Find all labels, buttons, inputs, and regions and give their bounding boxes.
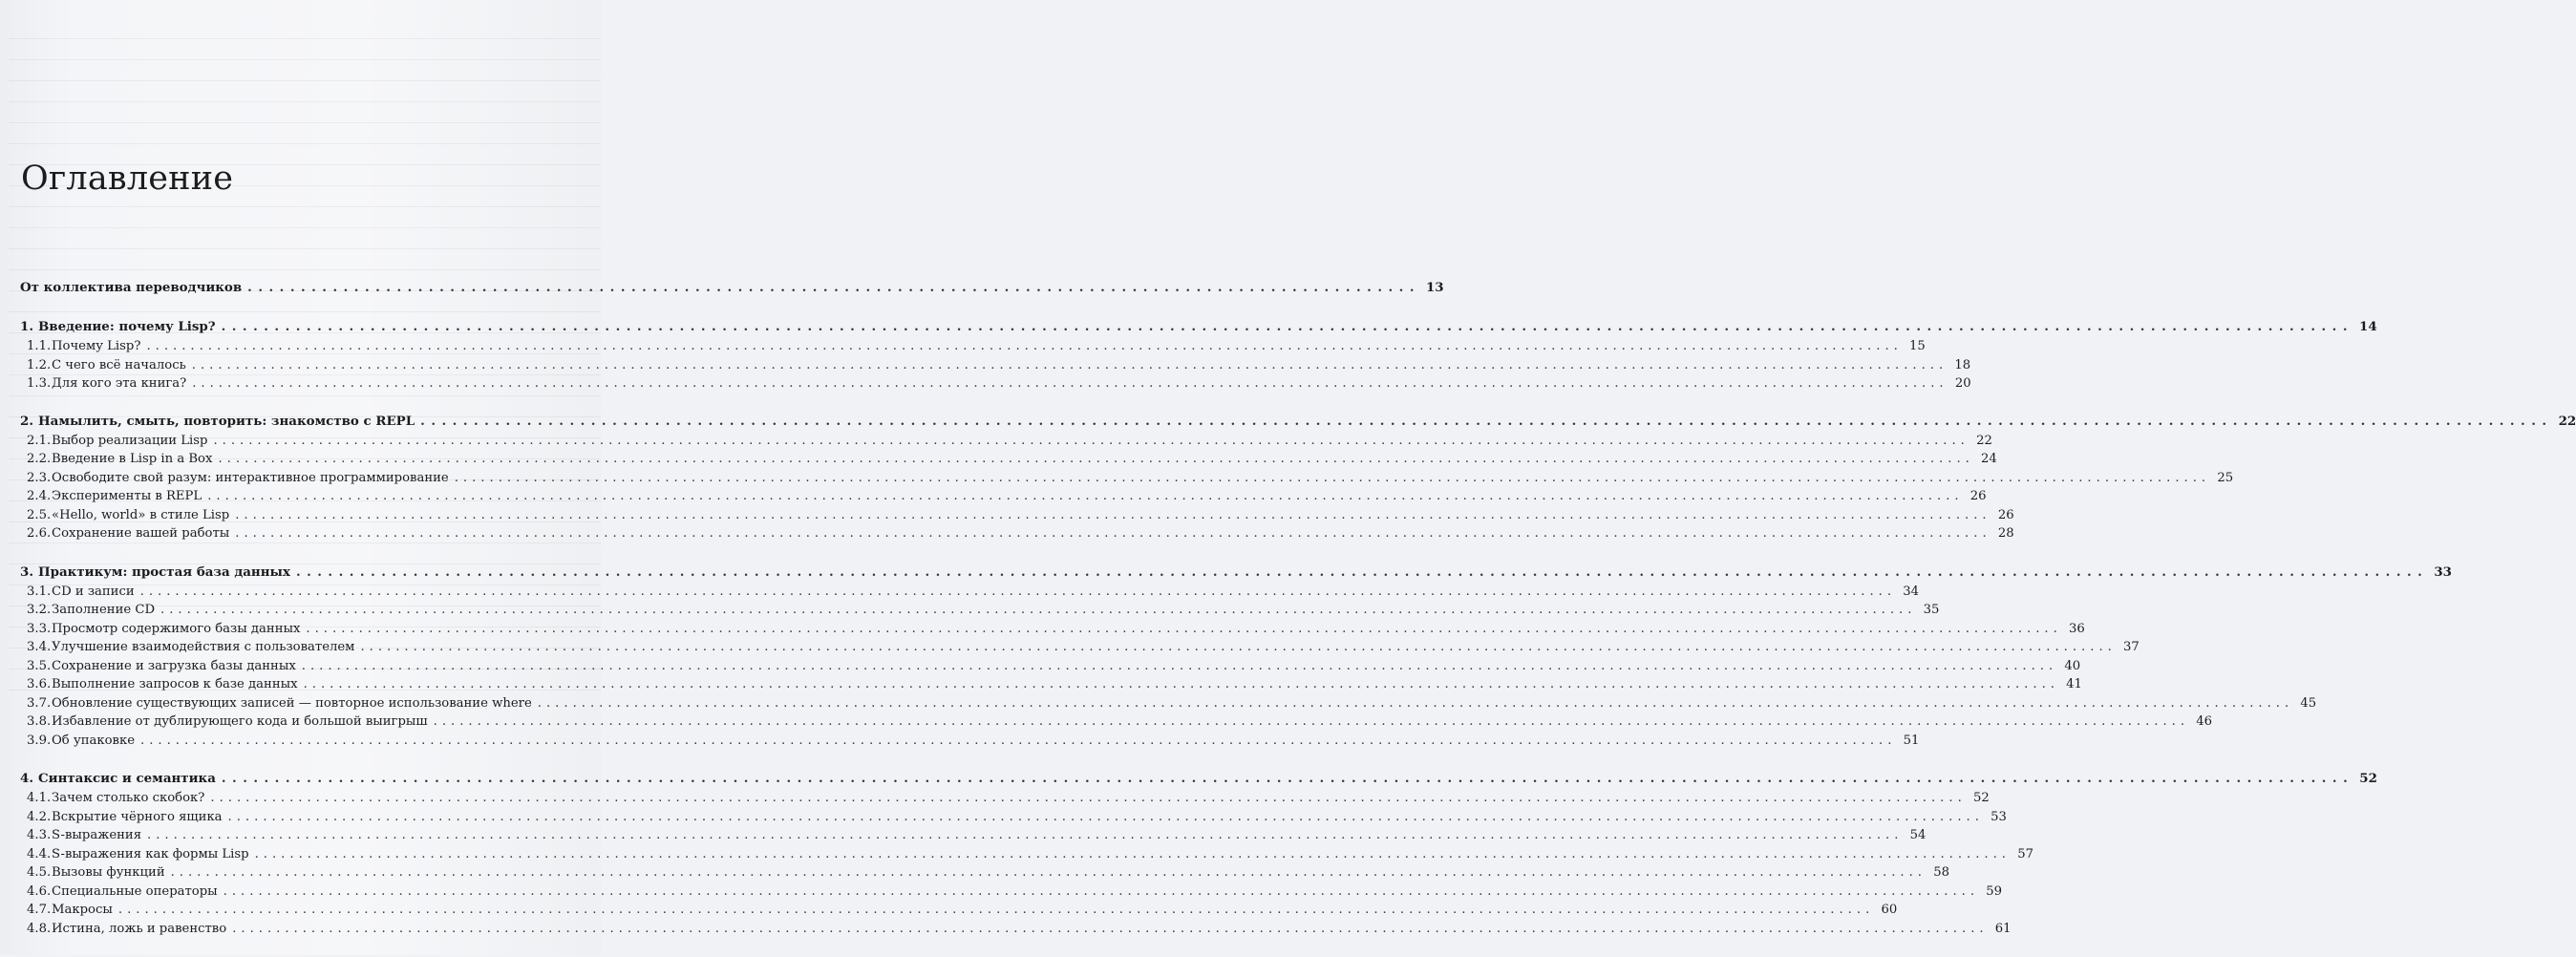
section-entry-page: 59 [1986, 883, 2003, 899]
section-entry-title: Эксперименты в REPL [52, 489, 202, 503]
section-entry-page: 51 [1903, 733, 1920, 748]
section-entry[interactable] [20, 374, 1971, 393]
dot-leader: ........................................................................................................................................................................................................ [210, 791, 1967, 805]
section-entry-number: 4.6. [27, 883, 52, 899]
section-entry-number: 1.3. [27, 376, 52, 391]
section-entry-title: Избавление от дублирующего кода и большой выигрыш [52, 714, 428, 729]
section-entry-page: 58 [1933, 865, 1949, 880]
section-entry-page: 25 [2217, 470, 2234, 485]
section-entry-title: Улучшение взаимодействия с пользователем [52, 640, 355, 654]
chapter-entry-number: 3. [20, 564, 33, 580]
section-entry-number: 3.2. [27, 603, 52, 617]
section-entry[interactable] [20, 789, 1990, 808]
chapter-entry-page: 52 [2359, 771, 2377, 786]
section-entry-title: Освободите свой разум: интерактивное программирование [52, 470, 449, 485]
section-entry-page: 34 [1903, 584, 1920, 599]
section-entry-title: Сохранение вашей работы [52, 526, 230, 541]
section-entry[interactable] [20, 826, 1927, 845]
section-entry-page: 24 [1981, 452, 1997, 466]
toc-preface [20, 278, 1444, 298]
section-entry-number: 3.1. [27, 584, 52, 599]
dot-leader: ........................................................................................................................................................................................................ [213, 433, 1969, 448]
dot-leader: ........................................................................................................................................................................................................ [140, 733, 1897, 748]
section-entry-page: 40 [2064, 658, 2081, 673]
section-entry-title: Выполнение запросов к базе данных [52, 677, 298, 691]
chapter-entry-title: Введение: почему Lisp? [37, 319, 216, 334]
chapter-entry-page: 14 [2359, 319, 2377, 334]
dot-leader: ........................................................................................................................................................................................................ [537, 695, 2294, 711]
section-entry-number: 4.7. [27, 903, 52, 917]
section-entry[interactable] [20, 808, 2007, 827]
dot-leader: ........................................................................................................................................................................................................ [207, 489, 1964, 503]
section-entry-number: 4.2. [27, 809, 52, 824]
section-entry-number: 4.8. [27, 921, 52, 936]
section-entry-title: Истина, ложь и равенство [52, 921, 227, 936]
section-entry-title: Заполнение CD [52, 603, 156, 617]
section-entry[interactable] [20, 675, 2082, 694]
section-entry-title: Для кого эта книга? [52, 376, 187, 391]
section-entry-page: 20 [1954, 376, 1971, 391]
section-entry[interactable] [20, 732, 1920, 751]
section-entry-number: 2.2. [27, 452, 52, 466]
section-entry[interactable] [20, 901, 1898, 920]
section-entry-number: 3.3. [27, 621, 52, 636]
toc-chapter [20, 412, 2576, 543]
section-entry-title: Зачем столько скобок? [52, 791, 205, 805]
page-title: Оглавление [21, 160, 234, 198]
dot-leader: ........................................................................................................................................................................................................ [221, 319, 2353, 334]
section-entry-page: 28 [1997, 526, 2014, 541]
section-entry[interactable] [20, 524, 2014, 543]
dot-leader: ........................................................................................................................................................................................................ [303, 677, 2059, 691]
table-of-contents [20, 278, 2576, 957]
chapter-entry-title: Намылить, смыть, повторить: знакомство с REPL [37, 413, 415, 429]
section-entry-number: 3.7. [27, 695, 52, 711]
section-entry-page: 52 [1972, 791, 1990, 805]
section-entry-number: 1.1. [27, 339, 52, 353]
dot-leader: ........................................................................................................................................................................................................ [254, 846, 2011, 861]
section-entry-title: Специальные операторы [52, 883, 218, 899]
section-entry-page: 46 [2196, 714, 2213, 729]
section-entry-title: Выбор реализации Lisp [52, 433, 208, 448]
section-entry-number: 4.3. [27, 828, 52, 842]
section-entry-page: 60 [1881, 903, 1898, 917]
section-entry[interactable] [20, 506, 2014, 525]
section-entry-page: 41 [2066, 677, 2082, 691]
dot-leader: ........................................................................................................................................................................................................ [454, 470, 2211, 485]
section-entry-title: Макросы [52, 903, 113, 917]
section-entry-title: Просмотр содержимого базы данных [52, 621, 301, 636]
dot-leader: ........................................................................................................................................................................................................ [192, 376, 1948, 391]
section-entry-page: 22 [1976, 433, 1992, 448]
section-entry-number: 3.6. [27, 677, 52, 691]
chapter-entry-number: 1. [20, 319, 33, 334]
section-entry-number: 4.4. [27, 846, 52, 861]
chapter-entry-page: 33 [2434, 564, 2452, 580]
section-entry-number: 3.5. [27, 658, 52, 673]
section-entry-number: 4.5. [27, 865, 52, 880]
section-entry[interactable] [20, 620, 2085, 639]
chapter-entry[interactable] [20, 769, 2377, 789]
section-entry-page: 15 [1909, 339, 1926, 353]
section-entry-page: 61 [1994, 921, 2012, 936]
section-entry-title: Об упаковке [52, 733, 136, 748]
section-entry[interactable] [20, 657, 2081, 676]
section-entry[interactable] [20, 694, 2317, 713]
section-entry-title: Вскрытие чёрного ящика [52, 809, 223, 824]
dot-leader: ........................................................................................................................................................................................................ [306, 621, 2062, 636]
section-entry-page: 36 [2069, 621, 2085, 636]
section-entry-number: 2.5. [27, 507, 52, 522]
dot-leader: ........................................................................................................................................................................................................ [146, 339, 1903, 353]
section-entry-number: 3.9. [27, 733, 52, 748]
section-entry-title: S-выражения как формы Lisp [52, 846, 249, 861]
section-entry-title: С чего всё началось [52, 357, 186, 372]
section-entry-page: 57 [2017, 846, 2033, 861]
section-entry-number: 3.8. [27, 714, 52, 729]
dot-leader: ........................................................................................................................................................................................................ [221, 771, 2354, 786]
chapter-entry[interactable] [20, 412, 2576, 432]
section-entry-title: «Hello, world» в стиле Lisp [52, 507, 230, 522]
section-entry-number: 2.1. [27, 433, 52, 448]
chapter-entry[interactable] [20, 317, 2377, 337]
section-entry-number: 1.2. [27, 357, 52, 372]
section-entry-page: 26 [1969, 489, 1987, 503]
dot-leader: ........................................................................................................................................................................................................ [360, 640, 2117, 654]
section-entry[interactable] [20, 583, 1920, 602]
section-entry-number: 4.1. [27, 791, 52, 805]
section-entry-title: Введение в Lisp in a Box [52, 452, 213, 466]
chapter-entry[interactable] [20, 563, 2452, 583]
section-entry-title: Сохранение и загрузка базы данных [52, 658, 296, 673]
toc-chapter [20, 563, 2452, 751]
dot-leader: ........................................................................................................................................................................................................ [227, 809, 1984, 824]
dot-leader: ........................................................................................................................................................................................................ [191, 357, 1948, 372]
dot-leader: ........................................................................................................................................................................................................ [223, 883, 1980, 899]
dot-leader: .............................................................................................................. [247, 280, 1420, 295]
section-entry-page: 35 [1923, 603, 1940, 617]
section-entry-page: 45 [2300, 695, 2317, 711]
section-entry-title: S-выражения [52, 828, 142, 842]
section-entry[interactable] [20, 432, 1992, 451]
dot-leader: ........................................................................................................................................................................................................ [139, 584, 1897, 599]
section-entry-number: 2.3. [27, 470, 52, 485]
section-entry[interactable] [20, 450, 1997, 469]
section-entry[interactable] [20, 845, 2033, 864]
chapter-entry-page: 22 [2558, 413, 2576, 429]
section-entry[interactable] [20, 712, 2213, 732]
dot-leader: ........................................................................................................................................................................................................ [160, 603, 1917, 617]
toc-entry-title: От коллектива переводчиков [20, 280, 243, 295]
chapter-entry-title: Синтаксис и семантика [37, 771, 216, 786]
section-entry-page: 26 [1997, 507, 2014, 522]
section-entry[interactable] [20, 601, 1940, 620]
section-entry-page: 54 [1909, 828, 1927, 842]
toc-chapter [20, 769, 2377, 938]
section-entry-page: 18 [1954, 357, 1971, 372]
section-entry[interactable] [20, 883, 2003, 902]
dot-leader: ........................................................................................................................................................................................................ [232, 921, 1989, 936]
dot-leader: ........................................................................................................................................................................................................ [170, 865, 1927, 880]
section-entry-title: Почему Lisp? [52, 339, 141, 353]
dot-leader: ........................................................................................................................................................................................................ [218, 452, 1974, 466]
chapter-entry-number: 2. [20, 413, 33, 429]
chapter-entry-title: Практикум: простая база данных [37, 564, 290, 580]
section-entry-number: 3.4. [27, 640, 52, 654]
section-entry[interactable] [20, 487, 1987, 506]
section-entry-page: 53 [1991, 809, 2007, 824]
toc-entry[interactable] [20, 278, 1444, 298]
section-entry-title: Вызовы функций [52, 865, 165, 880]
section-entry[interactable] [20, 638, 2140, 657]
dot-leader: ........................................................................................................................................................................................................ [433, 714, 2190, 729]
dot-leader: ........................................................................................................................................................................................................ [117, 903, 1875, 917]
section-entry[interactable] [20, 920, 2012, 939]
dot-leader: ........................................................................................................................................................................................................ [235, 526, 1991, 541]
dot-leader: ........................................................................................................................................................................................................ [235, 507, 1991, 522]
section-entry-title: Обновление существующих записей — повторное использование where [52, 695, 532, 711]
section-entry[interactable] [20, 469, 2234, 488]
toc-chapter [20, 317, 2377, 393]
toc-entry-page: 13 [1425, 280, 1444, 295]
dot-leader: ........................................................................................................................................................................................................ [295, 564, 2429, 580]
section-entry-title: CD и записи [52, 584, 135, 599]
dot-leader: ........................................................................................................................................................................................................ [301, 658, 2058, 673]
chapter-entry-number: 4. [20, 771, 33, 786]
section-entry[interactable] [20, 337, 1926, 356]
section-entry-page: 37 [2123, 640, 2140, 654]
dot-leader: ........................................................................................................................................................................................................ [420, 413, 2553, 429]
section-entry[interactable] [20, 863, 1949, 883]
section-entry[interactable] [20, 356, 1971, 375]
section-entry-number: 2.6. [27, 526, 52, 541]
section-entry-number: 2.4. [27, 489, 52, 503]
dot-leader: ........................................................................................................................................................................................................ [147, 828, 1904, 842]
